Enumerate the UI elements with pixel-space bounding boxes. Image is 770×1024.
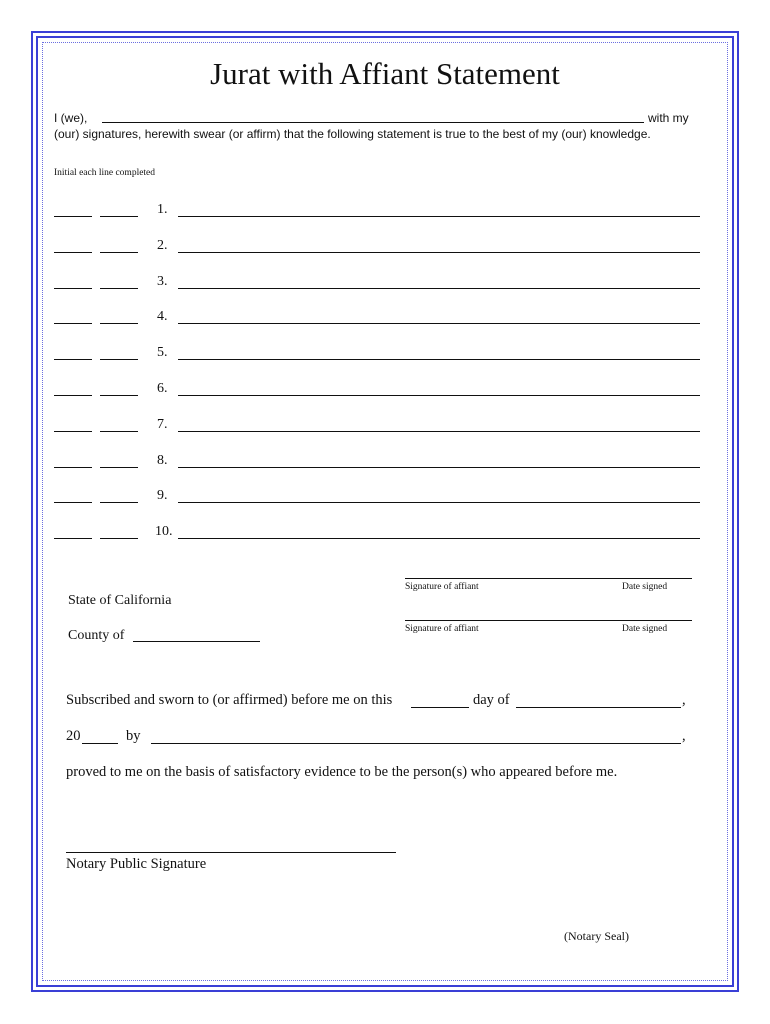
statement-line-number: 10. xyxy=(155,524,173,540)
notary-signature-label: Notary Public Signature xyxy=(66,856,207,872)
month-field[interactable] xyxy=(516,707,681,708)
initial-field-1[interactable] xyxy=(54,467,92,468)
statement-line-field[interactable] xyxy=(178,252,700,253)
statement-line-field[interactable] xyxy=(178,359,700,360)
statement-line-field[interactable] xyxy=(178,431,700,432)
affiant-names-field[interactable] xyxy=(102,122,644,123)
document-title: Jurat with Affiant Statement xyxy=(210,56,560,91)
initial-field-2[interactable] xyxy=(100,502,138,503)
initial-field-2[interactable] xyxy=(100,395,138,396)
affiant-signature-label-2: Signature of affiant xyxy=(405,624,479,634)
initial-field-1[interactable] xyxy=(54,252,92,253)
initial-instruction: Initial each line completed xyxy=(54,168,156,178)
proved-text: proved to me on the basis of satisfactory evidence to be the person(s) who appeared before me. xyxy=(66,764,618,780)
initial-field-2[interactable] xyxy=(100,288,138,289)
initial-field-1[interactable] xyxy=(54,395,92,396)
state-line xyxy=(68,593,171,609)
statement-line-field[interactable] xyxy=(178,288,700,289)
comma-1: , xyxy=(682,692,686,708)
intro-prefix: I (we), xyxy=(54,111,88,125)
notary-signature-line[interactable] xyxy=(66,852,396,853)
statement-line-number: 8. xyxy=(157,452,168,468)
initial-field-2[interactable] xyxy=(100,467,138,468)
signer-name-field[interactable] xyxy=(151,743,681,744)
state-label: State of xyxy=(68,593,112,608)
date-signed-label-2: Date signed xyxy=(622,624,668,634)
notary-seal-label: (Notary Seal) xyxy=(564,929,629,943)
county-field[interactable] xyxy=(133,641,260,642)
statement-line-number: 6. xyxy=(157,381,168,396)
initial-field-2[interactable] xyxy=(100,252,138,253)
initial-field-1[interactable] xyxy=(54,502,92,503)
initial-field-1[interactable] xyxy=(54,216,92,217)
statement-line-number: 2. xyxy=(157,237,168,253)
initial-field-2[interactable] xyxy=(100,216,138,217)
comma-2: , xyxy=(682,728,686,744)
statement-line-field[interactable] xyxy=(178,467,700,468)
statement-line-number: 3. xyxy=(157,273,168,289)
initial-field-1[interactable] xyxy=(54,323,92,324)
affiant-signature-label-1: Signature of affiant xyxy=(405,582,479,592)
initial-field-1[interactable] xyxy=(54,431,92,432)
year-field[interactable] xyxy=(82,743,118,744)
day-of-text: day of xyxy=(473,692,510,708)
statement-line-number: 1. xyxy=(157,202,168,217)
initial-field-1[interactable] xyxy=(54,359,92,360)
by-text: by xyxy=(126,728,141,744)
statement-line-field[interactable] xyxy=(178,502,700,503)
initial-field-1[interactable] xyxy=(54,288,92,289)
subscribed-text: Subscribed and sworn to (or affirmed) before me on this xyxy=(66,692,393,708)
affiant-signature-line-1[interactable] xyxy=(405,578,692,579)
year-prefix: 20 xyxy=(66,728,81,744)
county-label: County of xyxy=(68,628,125,643)
statement-line-number: 9. xyxy=(157,488,168,504)
dotted-border xyxy=(42,42,728,981)
initial-field-2[interactable] xyxy=(100,538,138,539)
statement-line-number: 5. xyxy=(157,345,168,361)
statement-line-number: 7. xyxy=(157,416,168,432)
initial-field-2[interactable] xyxy=(100,431,138,432)
statement-line-field[interactable] xyxy=(178,216,700,217)
initial-field-2[interactable] xyxy=(100,359,138,360)
statement-line-field[interactable] xyxy=(178,538,700,539)
statement-line-field[interactable] xyxy=(178,395,700,396)
initial-field-1[interactable] xyxy=(54,538,92,539)
intro-suffix: with my xyxy=(648,111,689,125)
statement-line-field[interactable] xyxy=(178,323,700,324)
date-signed-label-1: Date signed xyxy=(622,582,668,592)
initial-field-2[interactable] xyxy=(100,323,138,324)
state-value: California xyxy=(114,593,172,608)
affiant-signature-line-2[interactable] xyxy=(405,620,692,621)
intro-statement: (our) signatures, herewith swear (or affirm) that the following statement is true to the best of my (our) knowledge. xyxy=(54,127,651,141)
statement-line-number: 4. xyxy=(157,309,168,325)
day-field[interactable] xyxy=(411,707,469,708)
